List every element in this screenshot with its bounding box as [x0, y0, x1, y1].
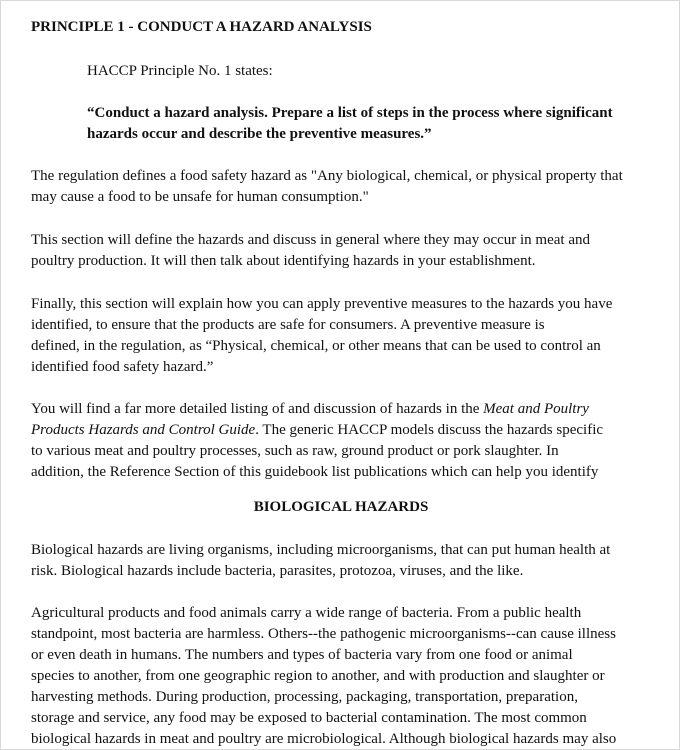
paragraph-5-line-1: Biological hazards are living organisms, including microorganisms, that can put human health at — [31, 542, 611, 558]
paragraph-6-line-5: harvesting methods. During production, processing, packaging, transportation, preparation, — [31, 689, 578, 705]
paragraph-6-line-6: storage and service, any food may be exposed to bacterial contamination. The most common — [31, 710, 587, 726]
paragraph-4-line-2 — [31, 420, 603, 441]
biological-hazards-heading: BIOLOGICAL HAZARDS — [253, 499, 429, 515]
paragraph-2-line-2: poultry production. It will then talk about identifying hazards in your establishment. — [31, 253, 536, 269]
guide-title-part-1: Meat and Poultry — [483, 401, 589, 417]
paragraph-6-line-2: standpoint, most bacteria are harmless. Others--the pathogenic microorganisms--can cause illness — [31, 626, 616, 642]
page-heading: PRINCIPLE 1 - CONDUCT A HAZARD ANALYSIS — [31, 19, 372, 35]
paragraph-6-line-4: species to another, from one geographic region to another, and with production and slaughter or — [31, 668, 605, 684]
paragraph-4-line-1-text: You will find a far more detailed listing of and discussion of hazards in the — [31, 401, 484, 417]
paragraph-1-line-2: may cause a food to be unsafe for human consumption." — [31, 189, 369, 205]
paragraph-1-line-1: The regulation defines a food safety hazard as "Any biological, chemical, or physical property that — [31, 168, 623, 184]
paragraph-6-line-7: biological hazards in meat and poultry are microbiological. Although biological hazards may also — [31, 731, 617, 747]
quote-line-2: hazards occur and describe the preventive measures.” — [87, 126, 432, 142]
paragraph-4-line-3: to various meat and poultry processes, such as raw, ground product or pork slaughter. In — [31, 443, 559, 459]
paragraph-3-line-3: defined, in the regulation, as “Physical, chemical, or other means that can be used to control an — [31, 338, 601, 354]
paragraph-6-line-3: or even death in humans. The numbers and types of bacteria vary from one food or animal — [31, 647, 573, 663]
guide-title-part-2: Products Hazards and Control Guide — [31, 422, 256, 438]
paragraph-4-line-1 — [31, 399, 589, 420]
paragraph-3-line-1: Finally, this section will explain how you can apply preventive measures to the hazards you have — [31, 296, 613, 312]
paragraph-6-line-1: Agricultural products and food animals carry a wide range of bacteria. From a public health — [31, 605, 582, 621]
paragraph-5-line-2: risk. Biological hazards include bacteria, parasites, protozoa, viruses, and the like. — [31, 563, 524, 579]
paragraph-4-line-4: addition, the Reference Section of this guidebook list publications which can help you identify — [31, 464, 599, 480]
paragraph-4-line-2-text: . The generic HACCP models discuss the hazards specific — [255, 422, 604, 438]
paragraph-2-line-1: This section will define the hazards and discuss in general where they may occur in meat and — [31, 232, 590, 248]
paragraph-3-line-2: identified, to ensure that the products are safe for consumers. A preventive measure is — [31, 317, 545, 333]
intro-text: HACCP Principle No. 1 states: — [87, 63, 273, 79]
quote-line-1: “Conduct a hazard analysis. Prepare a list of steps in the process where significant — [87, 105, 613, 121]
paragraph-3-line-4: identified food safety hazard.” — [31, 359, 214, 375]
